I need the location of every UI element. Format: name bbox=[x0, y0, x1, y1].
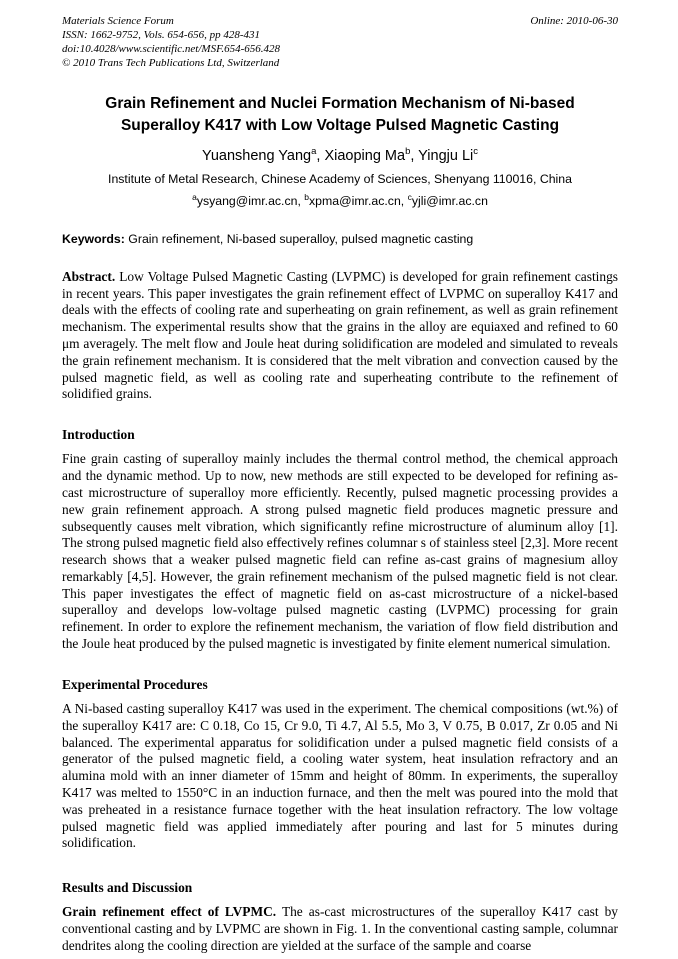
author-separator: , bbox=[410, 147, 419, 164]
keywords-label: Keywords: bbox=[62, 231, 125, 246]
email-affil-mark: a bbox=[192, 191, 197, 202]
author-affil-mark: c bbox=[473, 146, 479, 158]
keywords-line bbox=[62, 232, 618, 248]
email-affil-mark: c bbox=[407, 191, 412, 202]
author-name: Yingju Li bbox=[418, 147, 474, 164]
journal-name: Materials Science Forum bbox=[62, 15, 174, 27]
author-name: Yuansheng Yang bbox=[201, 147, 312, 164]
keywords-text: Grain refinement, Ni-based superalloy, pulsed magnetic casting bbox=[128, 231, 474, 246]
issn-line: ISSN: 1662-9752, Vols. 654-656, pp 428-431 bbox=[62, 28, 260, 41]
author-list bbox=[62, 148, 618, 164]
copyright-line: © 2010 Trans Tech Publications Ltd, Switzerland bbox=[62, 56, 280, 69]
email-list bbox=[62, 191, 618, 208]
author-affil-mark: b bbox=[405, 146, 411, 158]
introduction-heading: Introduction bbox=[62, 427, 135, 443]
introduction-paragraph: Fine grain casting of superalloy mainly includes the thermal control method, the chemical approach and the dynamic method. Up to now, new methods are still expected to be developed for refining as-cast microstructure of superalloy more efficiently. Recently, pulsed magnetic processing provides a new grain refinement approach. A strong pulsed magnetic field produces magnetic pressure and subsequently causes melt vibration, which significantly refine microstructure of aluminum alloy [1]. The strong pulsed magnetic field also effectively refines columnar s of stainless steel [2,3]. More recent research shows that a weaker pulsed magnetic field can refine as-cast grains of magnesium alloy remarkably [4,5]. However, the grain refinement mechanism of the pulsed magnetic field is not clear. This paper investigates the effect of magnetic field on as-cast microstructure of a nickel-based superalloy and develops low-voltage pulsed magnetic casting (LVPMC) processing for grain refinement. In order to explore the refinement mechanism, the variation of flow field distribution and the Joule heat produced by the pulsed magnetic is investigated by finite element numerical simulation. bbox=[62, 451, 618, 652]
author-affil-mark: a bbox=[311, 146, 317, 158]
author-separator: , bbox=[316, 147, 325, 164]
online-date: Online: 2010-06-30 bbox=[530, 15, 618, 27]
paper-title-line-2: Superalloy K417 with Low Voltage Pulsed Magnetic Casting bbox=[120, 116, 560, 134]
results-subsection-label: Grain refinement effect of LVPMC. bbox=[62, 904, 277, 920]
journal-masthead bbox=[62, 15, 618, 71]
email-address: ysyang@imr.ac.cn, bbox=[196, 193, 305, 208]
doi-line: doi:10.4028/www.scientific.net/MSF.654-656.428 bbox=[62, 42, 281, 55]
email-address: yjli@imr.ac.cn bbox=[411, 193, 488, 208]
affiliation-line: Institute of Metal Research, Chinese Academy of Sciences, Shenyang 110016, China bbox=[108, 171, 572, 186]
results-text: The as-cast microstructures of the superalloy K417 cast by conventional casting and by LVPMC are shown in Fig. 1. In the conventional casting sample, columnar dendrites along the cooling direction are yielded at the surface of the sample and coarse bbox=[62, 904, 618, 953]
email-affil-mark: b bbox=[304, 191, 310, 202]
results-paragraph bbox=[62, 904, 618, 954]
abstract-text: Low Voltage Pulsed Magnetic Casting (LVPMC) is developed for grain refinement castings in recent years. This paper investigates the grain refinement effect of LVPMC on superalloy K417 and deals with the effects of cooling rate and superheating on grain refinement, as well as grain refinement mechanism. The experimental results show that the grains in the alloy are equiaxed and refined to 60 μm averagely. The melt flow and Joule heat during solidification are modeled and simulated to reveals the grain refinement mechanism. It is considered that the melt vibration and convection caused by the pulsed magnetic field, as well as cooling rate and superheating contribute to the refinement of solidified grains. bbox=[62, 268, 618, 402]
paper-title-line-1: Grain Refinement and Nuclei Formation Mechanism of Ni-based bbox=[105, 94, 575, 112]
paper-title bbox=[62, 93, 618, 137]
masthead-left-block bbox=[62, 15, 280, 71]
experimental-paragraph: A Ni-based casting superalloy K417 was used in the experiment. The chemical compositions (wt.%) of the superalloy K417 are: C 0.18, Co 15, Cr 9.0, Ti 4.7, Al 5.5, Mo 3, V 0.75, B 0.017, Zr 0.05 and Ni balanced. The experimental apparatus for solidification under a pulsed magnetic field consists of a generator of the pulsed magnetic field, a cooling water system, heat insulation refractory and an alumina mold with an inner diameter of 15mm and height of 80mm. In experiments, the superalloy K417 was melted to 1550°C in an induction furnace, and then the melt was poured into the mold that was preheated in a resistance furnace together with the heat insulation refractory. The low voltage pulsed magnetic field was applied immediately after pouring and last for 5 minutes during solidification. bbox=[62, 700, 618, 851]
author-name: Xiaoping Ma bbox=[324, 147, 406, 164]
abstract-paragraph bbox=[62, 269, 618, 403]
abstract-label: Abstract. bbox=[62, 268, 116, 284]
results-heading: Results and Discussion bbox=[62, 880, 193, 896]
experimental-heading: Experimental Procedures bbox=[62, 676, 208, 692]
email-address: xpma@imr.ac.cn, bbox=[309, 193, 408, 208]
